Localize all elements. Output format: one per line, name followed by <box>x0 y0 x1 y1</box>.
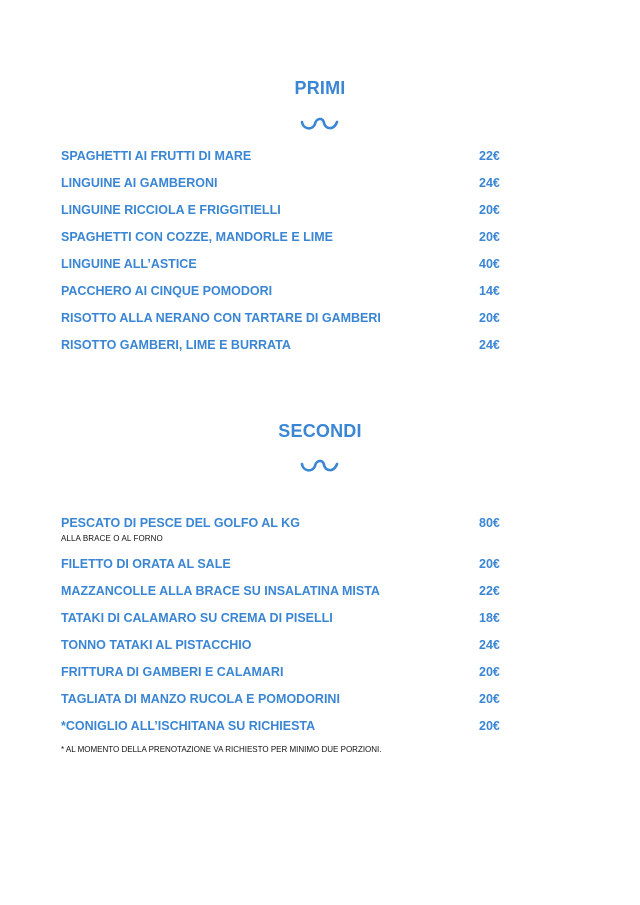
primi-item-name: RISOTTO ALLA NERANO CON TARTARE DI GAMBERI <box>61 311 381 325</box>
secondi-item-price: 20€ <box>479 719 500 733</box>
primi-item-name: LINGUINE RICCIOLA E FRIGGITIELLI <box>61 203 281 217</box>
secondi-item-name: FILETTO DI ORATA AL SALE <box>61 557 231 571</box>
secondi-item-price: 24€ <box>479 638 500 652</box>
primi-item-name: SPAGHETTI CON COZZE, MANDORLE E LIME <box>61 230 333 244</box>
secondi-item-price: 80€ <box>479 516 500 530</box>
secondi-item-name: FRITTURA DI GAMBERI E CALAMARI <box>61 665 284 679</box>
primi-item-price: 40€ <box>479 257 500 271</box>
footnote: * AL MOMENTO DELLA PRENOTAZIONE VA RICHIESTO PER MINIMO DUE PORZIONI. <box>61 745 382 754</box>
primi-item-price: 22€ <box>479 149 500 163</box>
secondi-item-price: 18€ <box>479 611 500 625</box>
primi-item-price: 24€ <box>479 338 500 352</box>
secondi-item-name: TATAKI DI CALAMARO SU CREMA DI PISELLI <box>61 611 333 625</box>
secondi-item-name: TONNO TATAKI AL PISTACCHIO <box>61 638 252 652</box>
primi-item-name: PACCHERO AI CINQUE POMODORI <box>61 284 273 298</box>
primi-item-price: 14€ <box>479 284 500 298</box>
secondi-item-price: 20€ <box>479 557 500 571</box>
primi-item-price: 20€ <box>479 230 500 244</box>
secondi-item-sub: ALLA BRACE O AL FORNO <box>61 534 163 543</box>
primi-item-name: LINGUINE ALL’ASTICE <box>61 257 197 271</box>
primi-item-price: 20€ <box>479 203 500 217</box>
primi-title: PRIMI <box>294 78 346 98</box>
secondi-item-name: *CONIGLIO ALL’ISCHITANA SU RICHIESTA <box>61 719 316 733</box>
secondi-item-price: 22€ <box>479 584 500 598</box>
wave-ornament-icon <box>300 113 340 133</box>
primi-item-name: SPAGHETTI AI FRUTTI DI MARE <box>61 149 252 163</box>
secondi-title: SECONDI <box>278 421 362 441</box>
primi-item-name: LINGUINE AI GAMBERONI <box>61 176 218 190</box>
primi-item-price: 20€ <box>479 311 500 325</box>
secondi-item-name: MAZZANCOLLE ALLA BRACE SU INSALATINA MISTA <box>61 584 380 598</box>
primi-item-price: 24€ <box>479 176 500 190</box>
secondi-item-price: 20€ <box>479 692 500 706</box>
secondi-item-price: 20€ <box>479 665 500 679</box>
wave-ornament-icon <box>300 455 340 475</box>
primi-item-name: RISOTTO GAMBERI, LIME E BURRATA <box>61 338 291 352</box>
secondi-item-name: PESCATO DI PESCE DEL GOLFO AL KG <box>61 516 300 530</box>
secondi-item-name: TAGLIATA DI MANZO RUCOLA E POMODORINI <box>61 692 340 706</box>
